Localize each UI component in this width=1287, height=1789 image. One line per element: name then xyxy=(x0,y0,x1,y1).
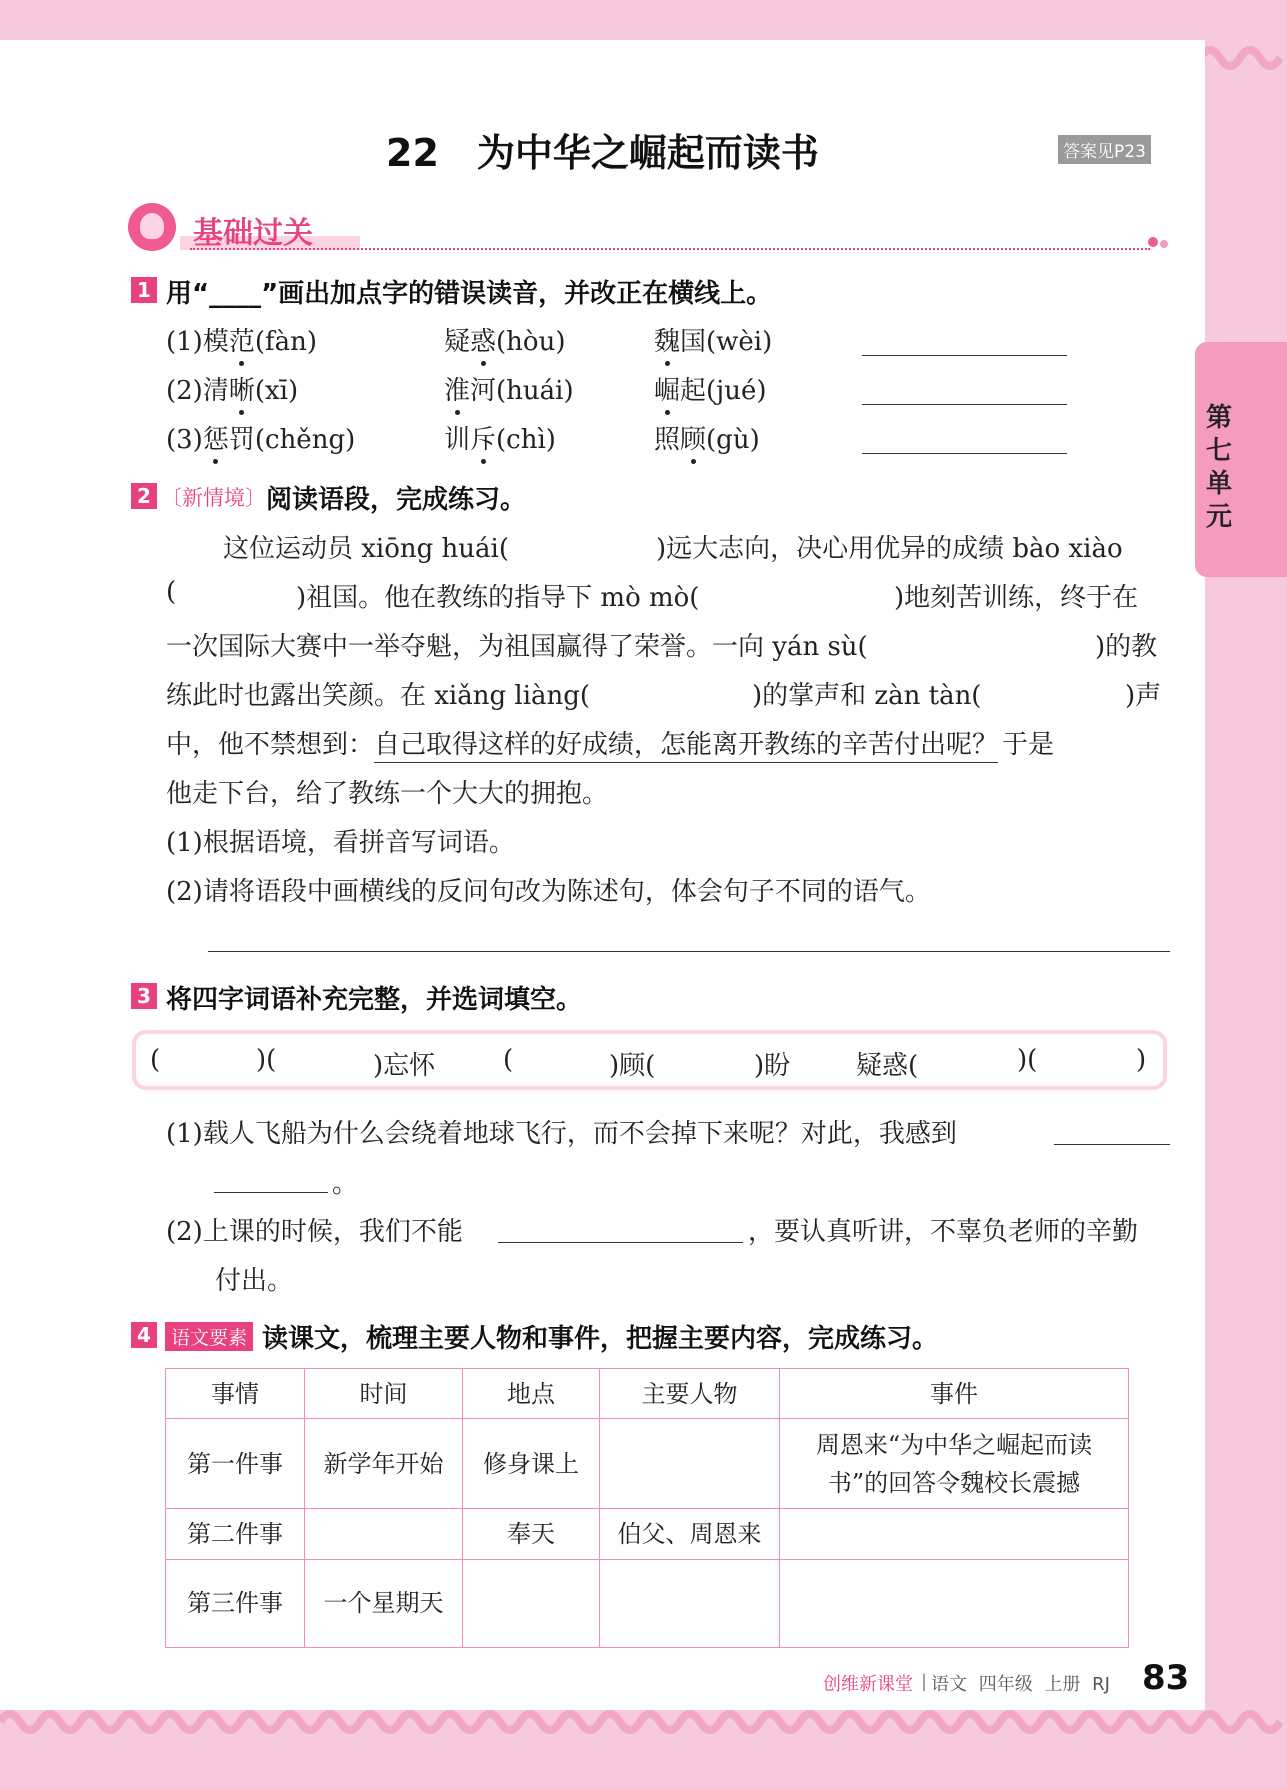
footer-book-info: 语文 四年级 上册 RJ xyxy=(931,1674,1110,1695)
new-context-tag: 〔新情境〕 xyxy=(161,486,266,510)
q3-sentence: (1)载人飞船为什么会绕着地球飞行，而不会掉下来呢？对此，我感到 xyxy=(166,1119,957,1149)
footer-brand: 创维新课堂 xyxy=(823,1674,913,1695)
word-box-text: )顾( xyxy=(609,1051,656,1081)
table-header-cell: 事件 xyxy=(780,1369,1129,1419)
answer-line[interactable] xyxy=(214,1192,328,1193)
answer-line[interactable] xyxy=(498,1242,743,1243)
language-element-tag: 语文要素 xyxy=(165,1322,253,1351)
word-box-text: 疑惑( xyxy=(856,1051,919,1081)
table-cell-blank[interactable] xyxy=(463,1559,600,1647)
word-box-text: )( xyxy=(1017,1045,1038,1075)
question-number: 2 xyxy=(131,483,157,509)
table-header-cell: 时间 xyxy=(305,1369,463,1419)
q1-item: 魏国(wèi) xyxy=(654,327,773,357)
table-cell-blank[interactable] xyxy=(600,1419,780,1509)
footer-separator: | xyxy=(921,1671,928,1692)
q3-sentence: 付出。 xyxy=(215,1266,294,1296)
answer-line[interactable] xyxy=(862,355,1067,356)
table-cell: 修身课上 xyxy=(463,1419,600,1509)
table-header-cell: 地点 xyxy=(463,1369,600,1419)
q3-sentence: (2)上课的时候，我们不能 xyxy=(166,1217,463,1247)
q1-item: 疑惑(hòu) xyxy=(444,327,566,357)
bottom-wave-border xyxy=(0,1700,1287,1744)
table-cell-blank[interactable] xyxy=(600,1559,780,1647)
table-cell: 一个星期天 xyxy=(305,1559,463,1647)
decor-dot-icon xyxy=(1148,237,1158,247)
q1-item: (2)清晰(xī) xyxy=(166,376,299,406)
events-table xyxy=(165,1368,1129,1648)
word-box-text: )( xyxy=(256,1045,277,1075)
q1-item: 照顾(gù) xyxy=(654,425,760,455)
table-cell: 新学年开始 xyxy=(305,1419,463,1509)
passage-text: 中，他不禁想到：自己取得这样的好成绩，怎能离开教练的辛苦付出呢？ 于是 xyxy=(166,724,1054,761)
table-row xyxy=(166,1559,1129,1647)
answer-line[interactable] xyxy=(862,404,1067,405)
section-divider xyxy=(190,248,1150,250)
table-cell: 第一件事 xyxy=(166,1419,305,1509)
table-row xyxy=(166,1509,1129,1559)
answer-line[interactable] xyxy=(862,453,1067,454)
word-box-text: )忘怀 xyxy=(373,1051,436,1081)
q1-item: 崛起(jué) xyxy=(654,376,767,406)
q1-item: (1)模范(fàn) xyxy=(166,327,318,357)
q2-sub-question: (2)请将语段中画横线的反问句改为陈述句，体会句子不同的语气。 xyxy=(166,877,931,907)
question-number: 1 xyxy=(131,277,157,303)
table-cell: 伯父、周恩来 xyxy=(600,1509,780,1559)
q3-sentence: ，要认真听讲，不辜负老师的辛勤 xyxy=(748,1217,1139,1247)
table-header-cell: 主要人物 xyxy=(600,1369,780,1419)
question-2-text: 阅读语段，完成练习。 xyxy=(266,485,527,515)
table-cell-blank[interactable] xyxy=(780,1509,1129,1559)
passage-text: ( xyxy=(166,577,177,607)
table-cell: 第二件事 xyxy=(166,1509,305,1559)
question-number: 3 xyxy=(131,983,157,1009)
question-1-text: 用“____”画出加点字的错误读音，并改正在横线上。 xyxy=(166,279,773,309)
passage-text: )的教 xyxy=(1095,632,1158,662)
cartoon-girl-icon xyxy=(128,203,176,251)
passage-text: 他走下台，给了教练一个大大的拥抱。 xyxy=(166,779,609,809)
word-box-text: ( xyxy=(150,1045,161,1075)
table-header-row xyxy=(166,1369,1129,1419)
q1-item: 训斥(chì) xyxy=(444,425,556,455)
q1-item: 淮河(huái) xyxy=(444,376,574,406)
word-box-text: ) xyxy=(1136,1045,1147,1075)
decor-dot-icon xyxy=(1160,240,1168,248)
table-cell: 奉天 xyxy=(463,1509,600,1559)
q1-item: (3)惩罚(chěng) xyxy=(166,425,356,455)
section-title: 基础过关 xyxy=(193,216,313,251)
question-4-text: 读课文，梳理主要人物和事件，把握主要内容，完成练习。 xyxy=(262,1324,939,1354)
page-number: 83 xyxy=(1142,1658,1190,1698)
word-box-text: )盼 xyxy=(754,1051,791,1081)
table-cell: 第三件事 xyxy=(166,1559,305,1647)
word-box-text: ( xyxy=(503,1045,514,1075)
answer-line[interactable] xyxy=(1054,1144,1170,1145)
page-title: 22 为中华之崛起而读书 xyxy=(386,131,819,175)
question-number: 4 xyxy=(131,1322,157,1348)
passage-text: )地刻苦训练，终于在 xyxy=(894,583,1139,613)
answer-reference-badge: 答案见P23 xyxy=(1058,135,1151,164)
passage-text: )远大志向，决心用优异的成绩 bào xiào xyxy=(656,534,1123,564)
passage-text: )祖国。他在教练的指导下 mò mò( xyxy=(296,583,700,613)
table-cell-blank[interactable] xyxy=(780,1559,1129,1647)
table-row xyxy=(166,1419,1129,1509)
table-cell: 周恩来“为中华之崛起而读书”的回答令魏校长震撼 xyxy=(780,1419,1129,1509)
passage-text: 练此时也露出笑颜。在 xiǎng liàng( xyxy=(166,681,591,711)
answer-line[interactable] xyxy=(208,951,1170,952)
unit-side-tab-label: 第七单元 xyxy=(1205,403,1232,532)
q2-sub-question: (1)根据语境，看拼音写词语。 xyxy=(166,828,515,858)
passage-text: )声 xyxy=(1125,681,1162,711)
table-cell-blank[interactable] xyxy=(305,1509,463,1559)
passage-text: )的掌声和 zàn tàn( xyxy=(752,681,982,711)
passage-text: 一次国际大赛中一举夺魁，为祖国赢得了荣誉。一向 yán sù( xyxy=(166,632,868,662)
passage-text: 这位运动员 xiōng huái( xyxy=(223,534,510,564)
table-header-cell: 事情 xyxy=(166,1369,305,1419)
underlined-rhetorical-question: 自己取得这样的好成绩，怎能离开教练的辛苦付出呢？ xyxy=(374,730,998,763)
question-3-text: 将四字词语补充完整，并选词填空。 xyxy=(166,985,583,1015)
q3-sentence: 。 xyxy=(332,1169,359,1199)
